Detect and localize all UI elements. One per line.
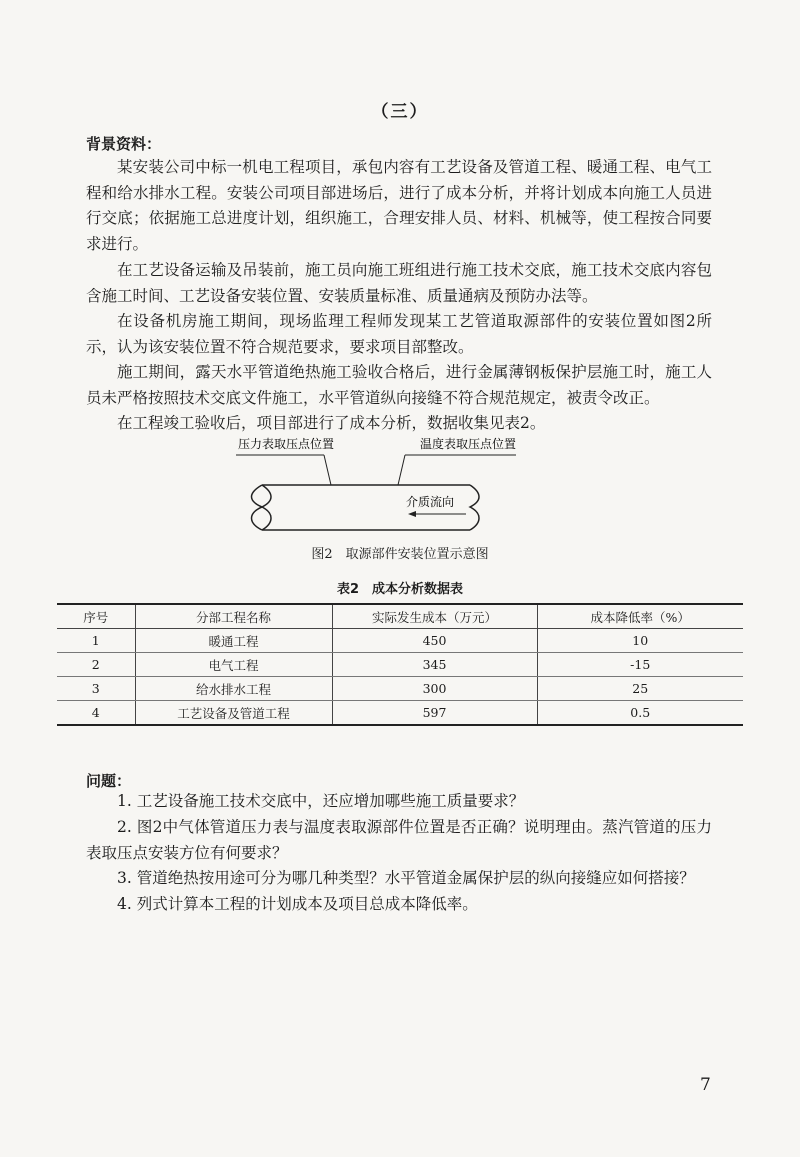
pipe-left-break [252, 485, 263, 530]
background-paragraph-1: 某安装公司中标一机电工程项目，承包内容有工艺设备及管道工程、暖通工程、电气工程和给水排水工程。安装公司项目部进场后，进行了成本分析，并将计划成本向施工人员进行交底；依据施工总进度计划，组织施工，合理安排人员、材料、机械等，使工程按合同要求进行。 [86, 158, 712, 253]
table-row [57, 629, 743, 653]
table-cell: 电气工程 [135, 653, 332, 677]
table-row [57, 701, 743, 726]
background-heading: 背景资料： [86, 135, 162, 153]
table-cell: 10 [537, 629, 743, 653]
table-cell: -15 [537, 653, 743, 677]
temperature-leader-diagonal [398, 455, 405, 485]
pipe-diagram [0, 425, 800, 555]
temperature-tap-label: 温度表取压点位置 [420, 437, 517, 451]
table-cell: 300 [332, 677, 537, 701]
table-header-row [57, 604, 743, 629]
table-cell: 给水排水工程 [135, 677, 332, 701]
table-header-cell: 序号 [57, 604, 135, 629]
pipe-right-break [470, 485, 479, 530]
table-cell: 1 [57, 629, 135, 653]
cost-analysis-table [57, 603, 743, 726]
table-header-cell: 实际发生成本（万元） [332, 604, 537, 629]
pressure-leader-diagonal [324, 455, 331, 485]
figure-caption: 图2 取源部件安装位置示意图 [311, 547, 489, 562]
table-cell: 345 [332, 653, 537, 677]
question-2: 2. 图2中气体管道压力表与温度表取源部件位置是否正确？说明理由。蒸汽管道的压力表取压点安装方位有何要求？ [86, 818, 712, 862]
question-3: 3. 管道绝热按用途可分为哪几种类型？水平管道金属保护层的纵向接缝应如何搭接？ [117, 869, 695, 887]
table-row [57, 677, 743, 701]
question-1: 1. 工艺设备施工技术交底中，还应增加哪些施工质量要求？ [117, 792, 525, 810]
table-caption: 表2 成本分析数据表 [336, 582, 464, 597]
table-header-cell: 成本降低率（%） [537, 604, 743, 629]
page-number: 7 [700, 1075, 711, 1095]
table-cell: 597 [332, 701, 537, 726]
background-paragraph-2: 在工艺设备运输及吊装前，施工员向施工班组进行施工技术交底，施工技术交底内容包含施工时间、工艺设备安装位置、安装质量标准、质量通病及预防办法等。 [86, 261, 712, 305]
table-cell: 0.5 [537, 701, 743, 726]
table-cell: 450 [332, 629, 537, 653]
pipe-left-break-inner [262, 485, 271, 530]
flow-arrow-head [408, 511, 416, 517]
table-cell: 暖通工程 [135, 629, 332, 653]
background-paragraph-4: 施工期间，露天水平管道绝热施工验收合格后，进行金属薄钢板保护层施工时，施工人员未严格按照技术交底文件施工，水平管道纵向接缝不符合规范规定，被责令改正。 [86, 363, 712, 407]
table-cell: 2 [57, 653, 135, 677]
section-title: （三） [371, 102, 429, 122]
questions-heading: 问题： [86, 772, 132, 790]
pressure-tap-label: 压力表取压点位置 [238, 437, 335, 451]
table-header-cell: 分部工程名称 [135, 604, 332, 629]
background-paragraph-5: 在工程竣工验收后，项目部进行了成本分析，数据收集见表2。 [117, 414, 546, 432]
flow-direction-label: 介质流向 [406, 495, 455, 509]
background-paragraph-3: 在设备机房施工期间，现场监理工程师发现某工艺管道取源部件的安装位置如图2所示，认为该安装位置不符合规范要求，要求项目部整改。 [86, 312, 712, 356]
table-cell: 工艺设备及管道工程 [135, 701, 332, 726]
table-row [57, 653, 743, 677]
table-cell: 3 [57, 677, 135, 701]
question-4: 4. 列式计算本工程的计划成本及项目总成本降低率。 [117, 895, 478, 913]
table-cell: 25 [537, 677, 743, 701]
table-cell: 4 [57, 701, 135, 726]
